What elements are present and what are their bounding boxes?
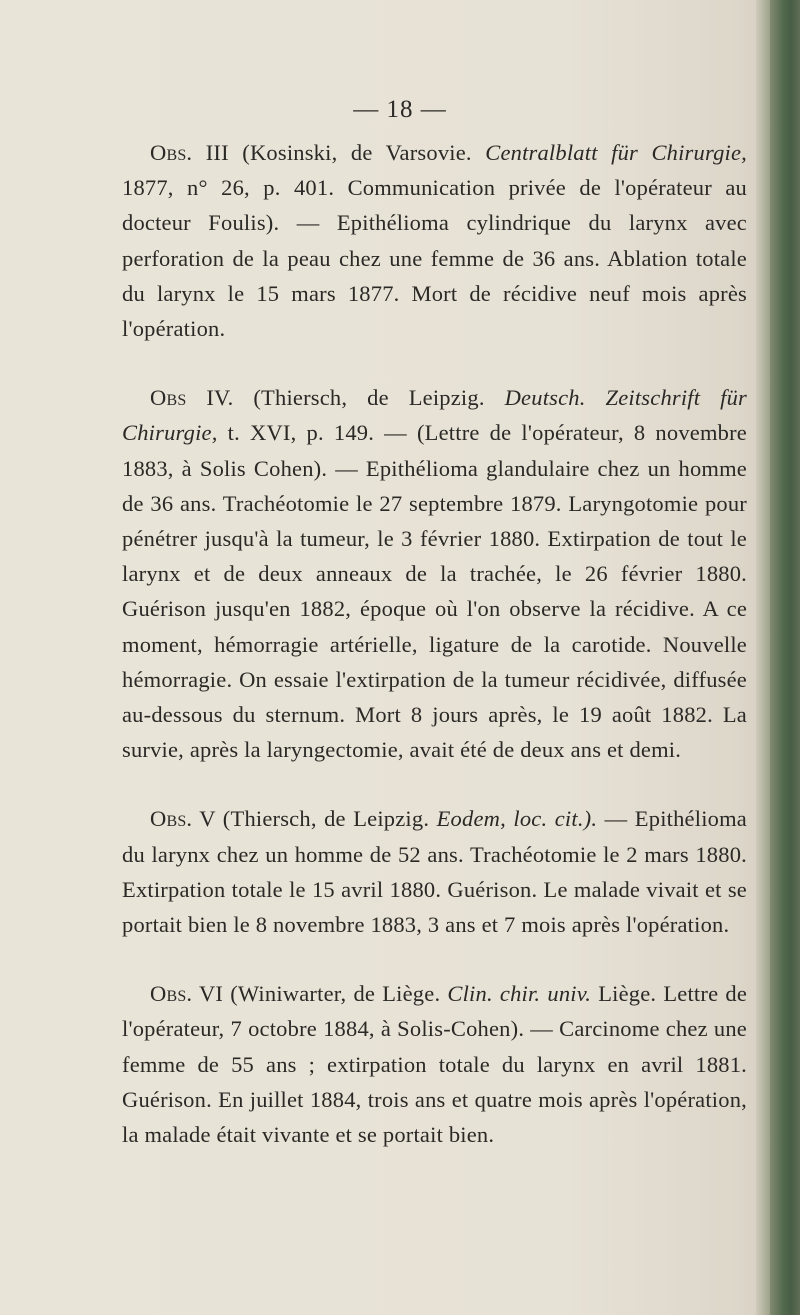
body-text	[122, 135, 747, 1152]
obs-label: Obs	[150, 806, 187, 832]
observation-v	[122, 801, 747, 942]
obs-source: . III (Kosinski, de Varsovie.	[186, 140, 486, 165]
observation-iv	[122, 380, 747, 767]
obs-label: Obs	[150, 385, 187, 411]
obs-label: Obs	[150, 140, 187, 165]
observation-vi	[122, 976, 747, 1152]
obs-body: t. XVI, p. 149. — (Lettre de l'opérateur, 8 novembre 1883, à Solis Cohen). — Epithélioma glandulaire chez un homme de 36 ans. Trachéotomie le 27 septembre 1879. Laryngotomie pour pénétrer jusqu'à la tumeur, le 3 février 1880. Extirpation de tout le larynx et de deux anneaux de la trachée, le 26 février 1880. Guérison jusqu'en 1882, époque où l'on observe la récidive. A ce moment, hémorragie artérielle, ligature de la carotide. Nouvelle hémorragie. On essaie l'extirpation de la tumeur récidivée, diffusée au-dessous du sternum. Mort 8 jours après, le 19 août 1882. La survie, après la laryngectomie, avait été de deux ans et demi.	[122, 420, 747, 763]
observation-iii	[122, 135, 747, 346]
page-edge-shadow	[756, 0, 770, 1315]
obs-source: . V (Thiersch, de Leipzig.	[186, 806, 437, 832]
obs-body: Liège. Lettre de l'opérateur, 7 octobre 1884, à Solis-Cohen). — Carcinome chez une femme de 55 ans ; extirpation totale du larynx en avril 1881. Guérison. En juillet 1884, trois ans et quatre mois après l'opération, la malade était vivante et se portait bien.	[122, 981, 748, 1148]
journal-title: Deutsch. Zeitschrift für Chirurgie,	[122, 385, 748, 446]
obs-source: . VI (Winiwarter, de Liège.	[186, 981, 448, 1007]
obs-source: IV. (Thiersch, de Leipzig.	[186, 385, 505, 411]
journal-title: Clin. chir. univ.	[447, 981, 592, 1007]
page-number: — 18 —	[353, 96, 447, 123]
obs-label: Obs	[150, 981, 187, 1007]
obs-body: — Epithélioma du larynx chez un homme de 52 ans. Trachéotomie le 2 mars 1880. Extirpation totale le 15 avril 1880. Guérison. Le malade vivait et se portait bien le 8 novembre 1883, 3 ans et 7 mois après l'opération.	[122, 806, 747, 938]
obs-body: 1877, n° 26, p. 401. Communication privée de l'opérateur au docteur Foulis). — Epithélioma cylindrique du larynx avec perforation de la peau chez une femme de 36 ans. Ablation totale du larynx le 15 mars 1877. Mort de récidive neuf mois après l'opération.	[122, 175, 747, 342]
journal-title: Centralblatt für Chirurgie,	[485, 140, 747, 165]
journal-title: Eodem, loc. cit.).	[436, 806, 598, 832]
